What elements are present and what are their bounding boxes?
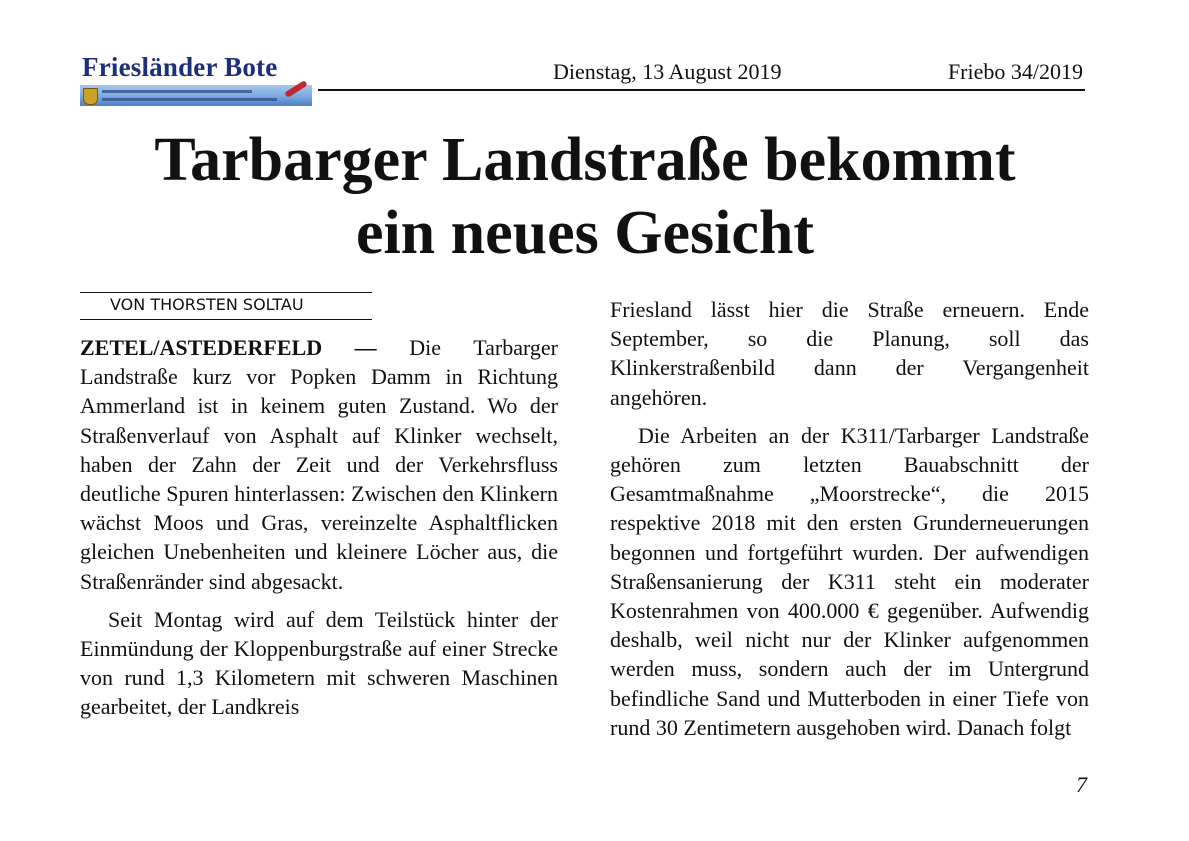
masthead-tagline-graphic xyxy=(102,90,252,93)
paragraph-1-text: Die Tarbarger Landstraße kurz vor Popken Damm in Richtung Ammerland ist in keinem guten Zustand. Wo der Straßenverlauf von Asphalt auf Klinker wechselt, haben der Zahn der Zeit und der Verkehrsfluss deutliche Spuren hinterlassen: Zwischen den Klinkern wächst Moos und Gras, vereinzelte Asphaltflicken gleichen Unebenheiten und kleinere Löcher aus, die Straßenränder sind abgesackt. xyxy=(80,335,558,594)
issue-date: Dienstag, 13 August 2019 xyxy=(553,59,782,84)
masthead-title: Friesländer Bote xyxy=(82,52,278,82)
paragraph-4: Die Arbeiten an der K311/Tarbarger Landstraße gehören zum letzten Bauabschnitt der Gesamtmaßnahme „Moorstrecke“, die 2015 respektive 2018 mit den ersten Grunderneuerungen begonnen und fortgeführt wurden. Der aufwendigen Straßensanierung der K311 steht ein moderater Kostenrahmen von 400.000 € gegenüber. Aufwendig deshalb, weil nicht nur der Klinker aufgenommen werden muss, sondern auch der im Untergrund befindliche Sand und Mutterboden in einer Tiefe von rund 30 Zentimetern ausgehoben wird. Danach folgt xyxy=(610,422,1089,740)
coat-of-arms-icon xyxy=(83,88,98,105)
byline-rule-bottom xyxy=(80,319,372,320)
article-headline xyxy=(0,124,1170,270)
article-column-right xyxy=(610,295,1089,742)
masthead-logo xyxy=(80,52,312,106)
headline-line-1: Tarbarger Landstraße bekommt xyxy=(154,126,1016,194)
header-divider xyxy=(318,89,1085,91)
article-column-left xyxy=(80,333,558,722)
masthead-band xyxy=(80,85,312,106)
byline: VON THORSTEN SOLTAU xyxy=(110,295,304,314)
masthead-contact-graphic xyxy=(102,98,277,101)
issue-number: Friebo 34/2019 xyxy=(947,59,1083,84)
headline-line-2: ein neues Gesicht xyxy=(355,199,815,267)
paragraph-1 xyxy=(80,333,558,596)
paragraph-3: Friesland lässt hier die Straße erneuern. Ende September, so die Planung, soll das Klinkerstraßenbild dann der Vergangenheit angehören. xyxy=(610,297,1089,410)
byline-rule-top xyxy=(80,292,372,293)
paragraph-2: Seit Montag wird auf dem Teilstück hinter der Einmündung der Kloppenburgstraße auf einer Strecke von rund 1,3 Kilometern mit schweren Maschinen gearbeitet, der Landkreis xyxy=(80,606,558,720)
page-number: 7 xyxy=(1076,772,1087,797)
dateline: ZETEL/ASTEDERFELD — xyxy=(80,335,377,360)
